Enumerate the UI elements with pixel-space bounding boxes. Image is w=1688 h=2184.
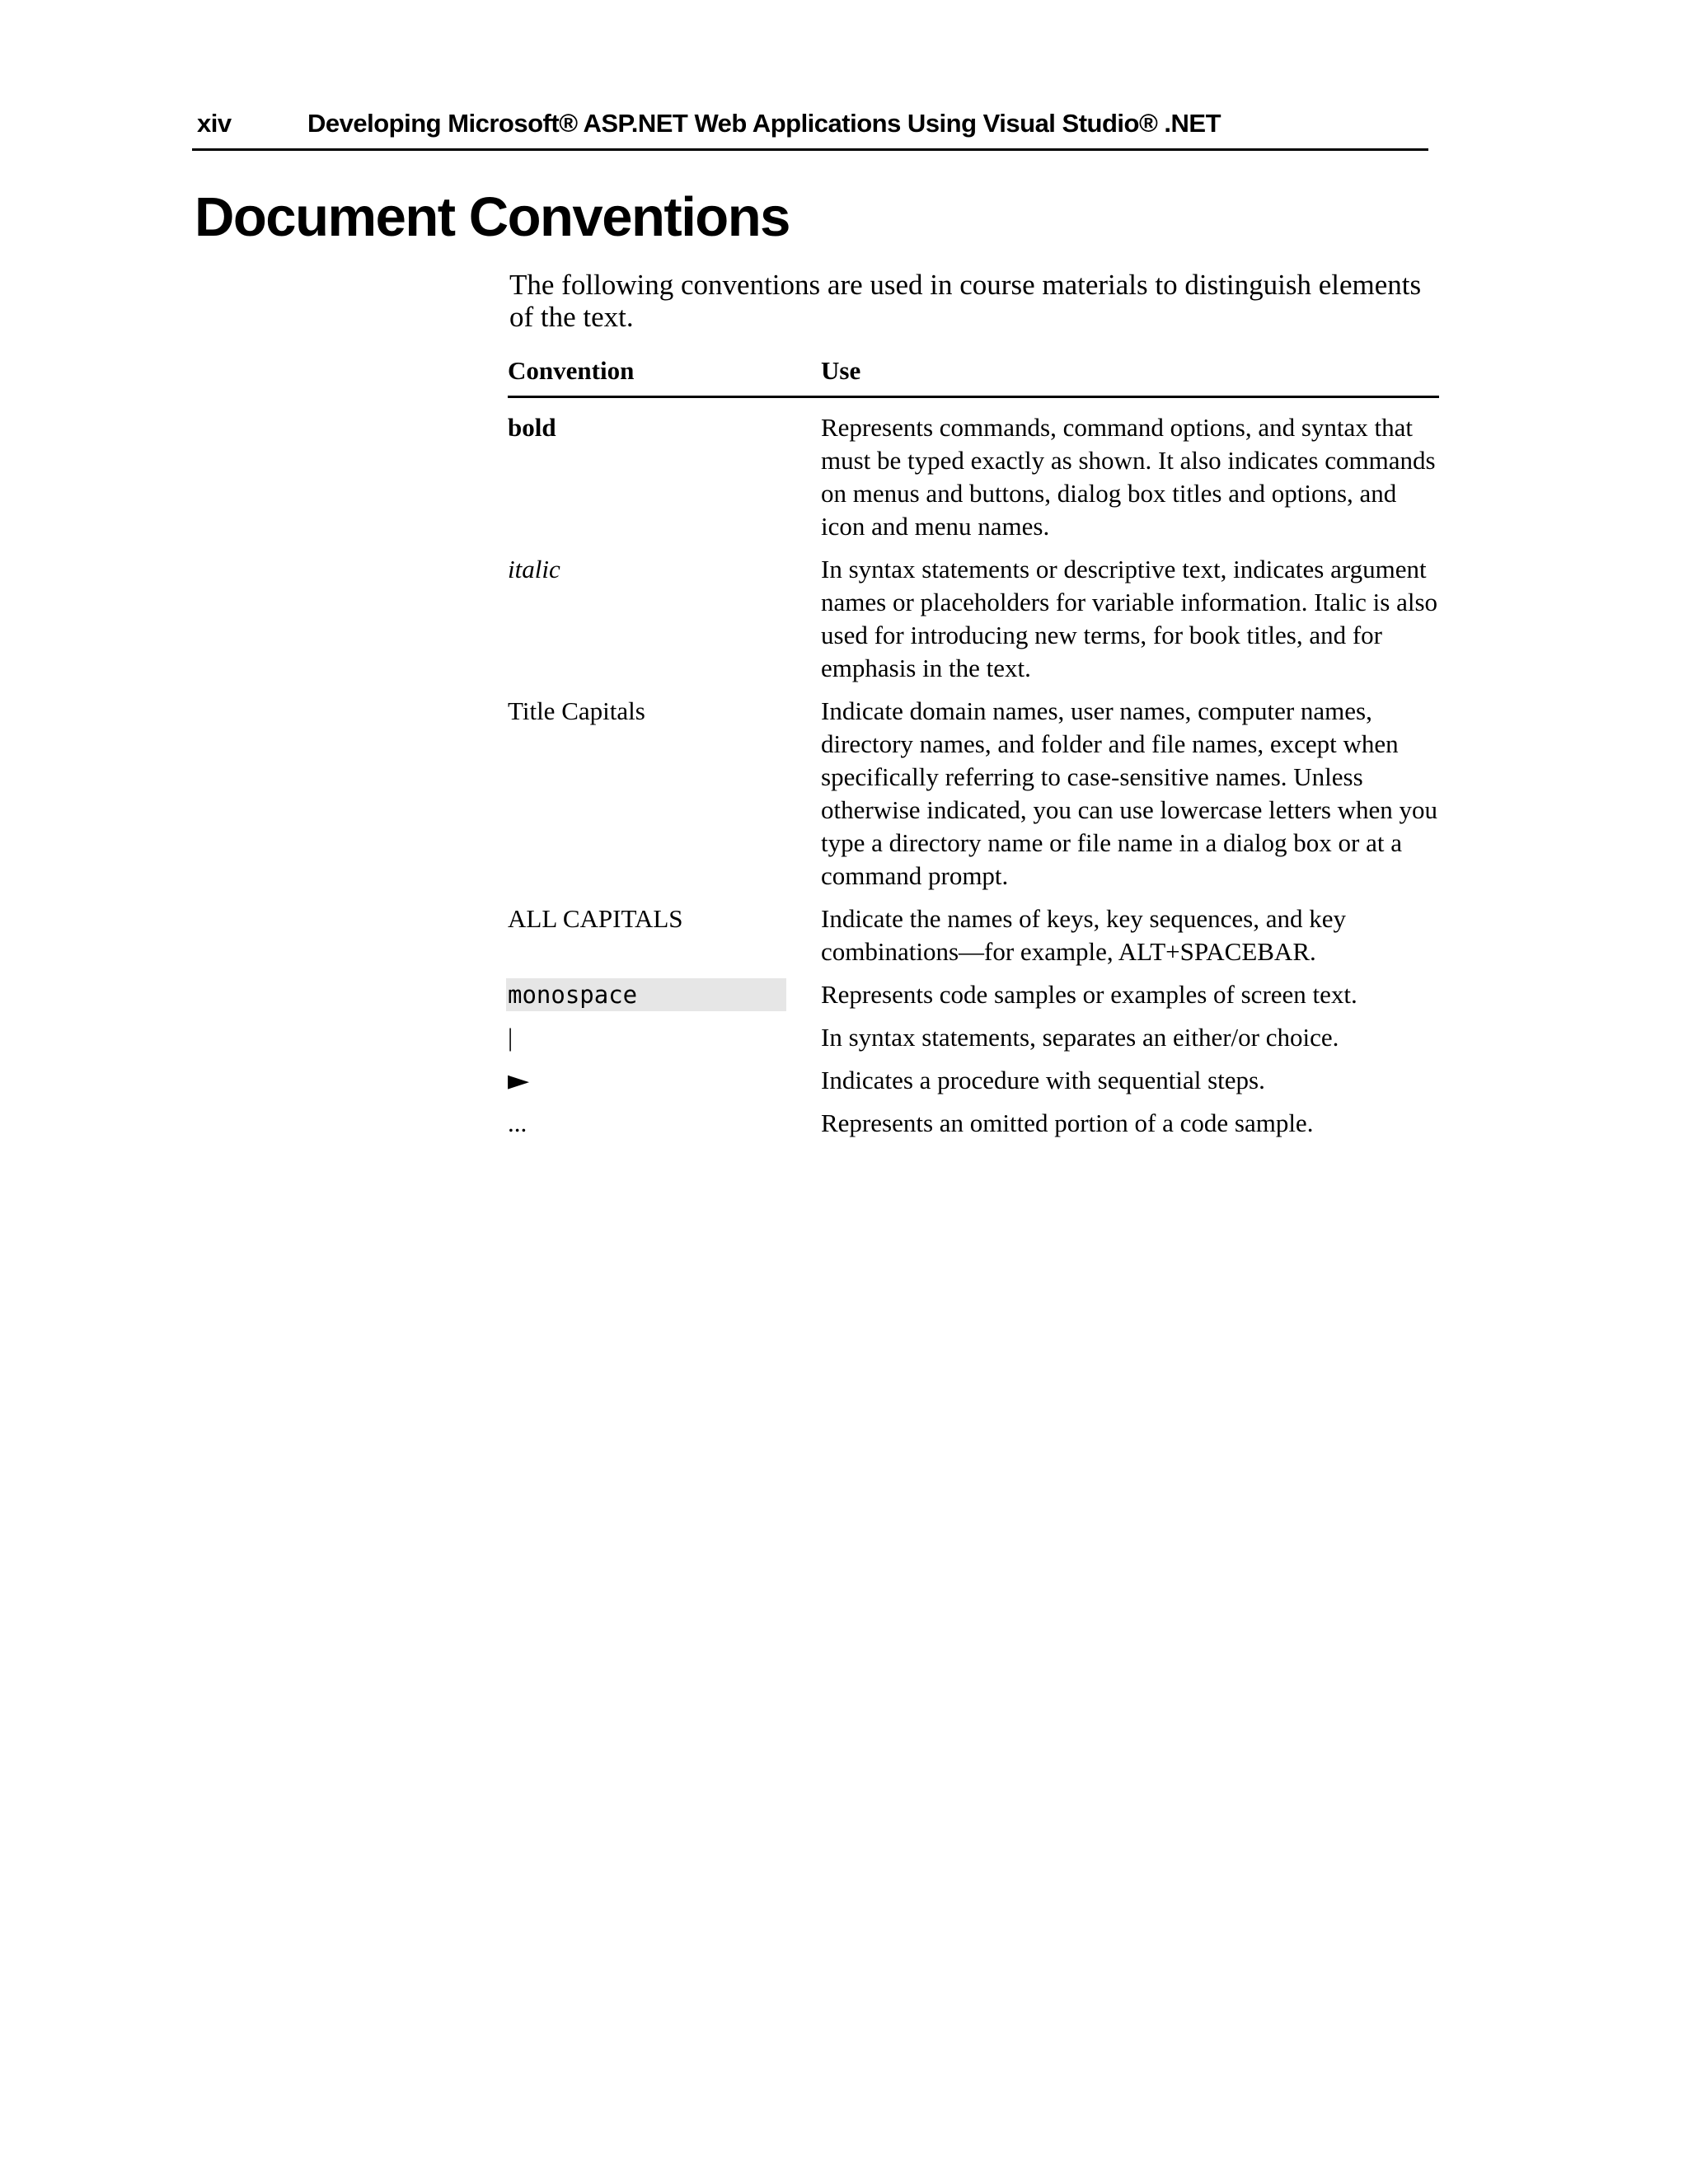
convention-cell: ALL CAPITALS	[508, 904, 683, 933]
convention-cell: Title Capitals	[508, 696, 645, 725]
page-number: xiv	[197, 109, 232, 138]
convention-cell: ...	[508, 1108, 528, 1137]
conventions-table	[508, 354, 1439, 1150]
use-cell: Represents commands, command options, and syntax that must be typed exactly as shown. It also indicates commands on menus and buttons, dialog box titles and options, and icon and menu names.	[821, 413, 1436, 541]
procedure-arrow-icon: ►	[508, 1064, 530, 1097]
section-title: Document Conventions	[195, 186, 790, 248]
page-header	[192, 109, 1428, 151]
table-body	[508, 411, 1439, 1140]
convention-cell: bold	[508, 413, 556, 442]
use-cell: Represents code samples or examples of screen text.	[821, 980, 1357, 1009]
monospace-sample: monospace	[506, 978, 786, 1011]
use-cell: Indicate domain names, user names, computer names, directory names, and folder and file names, except when specifically referring to case-sensitive names. Unless otherwise indicated, you can use lowercase letters when you type a directory name or file name in a dialog box or at a command prompt.	[821, 696, 1438, 890]
table-header-row	[508, 354, 1439, 398]
use-cell: In syntax statements or descriptive text, indicates argument names or placeholders for variable information. Italic is also used for introducing new terms, for book titles, and for emphasis in the text.	[821, 555, 1438, 682]
column-header-convention: Convention	[508, 356, 635, 385]
convention-cell	[508, 978, 821, 1011]
convention-cell: |	[508, 1023, 513, 1052]
use-cell: Represents an omitted portion of a code sample.	[821, 1108, 1314, 1137]
table-row	[508, 1064, 1439, 1097]
table-row	[508, 978, 1439, 1011]
running-title: Developing Microsoft® ASP.NET Web Applications Using Visual Studio® .NET	[307, 109, 1221, 138]
convention-cell: italic	[508, 555, 560, 583]
column-header-use: Use	[821, 356, 861, 385]
table-row	[508, 902, 1439, 968]
table-row	[508, 411, 1439, 543]
table-row	[508, 1107, 1439, 1140]
use-cell: Indicates a procedure with sequential steps.	[821, 1066, 1265, 1094]
table-row	[508, 695, 1439, 893]
intro-paragraph: The following conventions are used in course materials to distinguish elements of the text.	[509, 269, 1422, 333]
use-cell: In syntax statements, separates an either/or choice.	[821, 1023, 1339, 1052]
use-cell: Indicate the names of keys, key sequences, and key combinations—for example, ALT+SPACEBAR.	[821, 904, 1346, 966]
table-row	[508, 1021, 1439, 1054]
table-row	[508, 553, 1439, 685]
